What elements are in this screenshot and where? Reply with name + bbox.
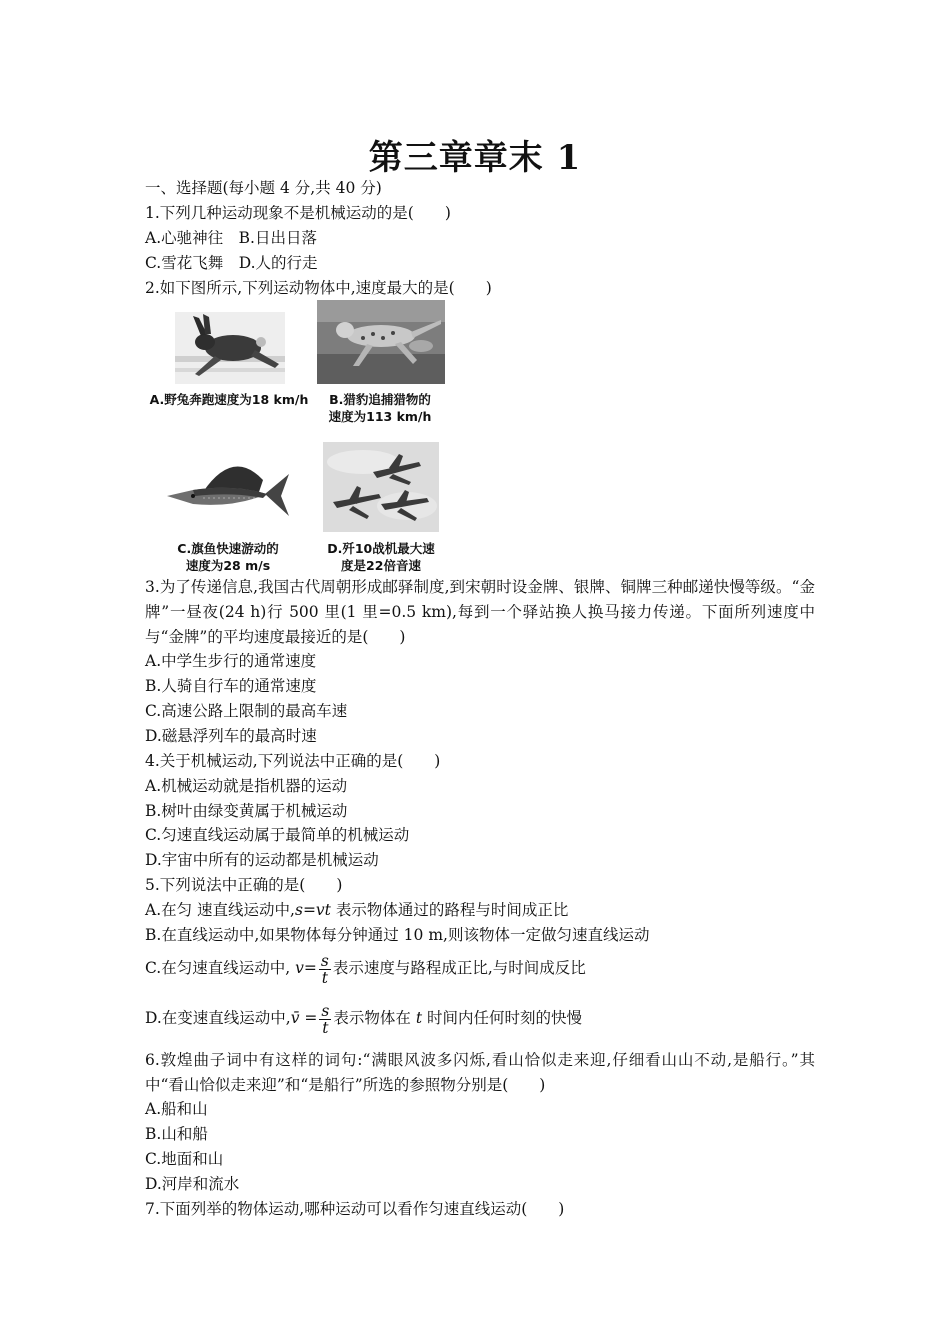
q5-d-suffix: 时间内任何时刻的快慢: [422, 1009, 582, 1027]
q4-option-d: D.宇宙中所有的运动都是机械运动: [145, 851, 379, 869]
q5-stem: 5.下列说法中正确的是( ): [145, 876, 343, 894]
q5-d-middle: 表示物体在: [333, 1009, 416, 1027]
q4-option-b: B.树叶由绿变黄属于机械运动: [145, 802, 348, 820]
q5-d-var: v̄ =: [290, 1009, 318, 1027]
caption-cheetah-line1: B.猎豹追捕猎物的: [329, 392, 431, 407]
cheetah-image: [317, 300, 445, 384]
q6-stem: 6.敦煌曲子词中有这样的词句:“满眼风波多闪烁,看山恰似走来迎,仔细看山山不动,是船行。”其中“看山恰似走来迎”和“是船行”所选的参照物分别是( ): [145, 1051, 815, 1094]
q5-c-suffix: 表示速度与路程成正比,与时间成反比: [332, 959, 586, 977]
q3-option-b: B.人骑自行车的通常速度: [145, 677, 317, 695]
q6-option-c: C.地面和山: [145, 1150, 224, 1168]
q5-d-numerator: s: [321, 1001, 330, 1020]
q5-c-fraction: [319, 953, 331, 986]
q6-option-a: A.船和山: [145, 1100, 208, 1118]
q5-option-b: B.在直线运动中,如果物体每分钟通过 10 m,则该物体一定做匀速直线运动: [145, 926, 650, 944]
q3-option-a: A.中学生步行的通常速度: [145, 652, 317, 670]
caption-rabbit: A.野兔奔跑速度为18 km/h: [149, 392, 309, 407]
fighter-jets-image: [323, 442, 439, 532]
q2-stem: 2.如下图所示,下列运动物体中,速度最大的是( ): [145, 279, 492, 297]
q4-option-c: C.匀速直线运动属于最简单的机械运动: [145, 826, 410, 844]
q5-option-c: [145, 950, 815, 986]
q5-c-prefix: C.在匀速直线运动中,: [145, 959, 296, 977]
q6-option-b: B.山和船: [145, 1125, 208, 1143]
caption-cheetah-line2: 速度为113 km/h: [328, 409, 432, 424]
q1-options-row1: A.心驰神往 B.日出日落: [145, 229, 317, 247]
q5-d-time: t: [415, 1009, 423, 1027]
q5-c-numerator: s: [320, 951, 329, 970]
q4-stem: 4.关于机械运动,下列说法中正确的是( ): [145, 752, 441, 770]
q5-c-denominator: t: [321, 968, 328, 987]
q1-options-row2: C.雪花飞舞 D.人的行走: [145, 254, 318, 272]
q3-stem: 3.为了传递信息,我国古代周朝形成邮驿制度,到宋朝时设金牌、银牌、铜牌三种邮递快慢等级。“金牌”一昼夜(24 h)行 500 里(1 里=0.5 km),每到一个驿站换人换马接力传递。下面所列速度中与“金牌”的平均速度最接近的是( ): [145, 578, 815, 646]
sailfish-image: [163, 450, 293, 528]
caption-jet-line1: D.歼10战机最大速: [327, 541, 435, 556]
q1-stem: 1.下列几种运动现象不是机械运动的是( ): [145, 204, 451, 222]
q7-stem: 7.下面列举的物体运动,哪种运动可以看作匀速直线运动( ): [145, 1200, 565, 1218]
q3-option-d: D.磁悬浮列车的最高时速: [145, 727, 317, 745]
q3-option-c: C.高速公路上限制的最高车速: [145, 702, 348, 720]
q5-option-d: [145, 1000, 815, 1036]
q4-option-a: A.机械运动就是指机器的运动: [145, 777, 348, 795]
caption-sailfish-line1: C.旗鱼快速游动的: [177, 541, 279, 556]
q5-d-prefix: D.在变速直线运动中,: [145, 1009, 291, 1027]
q5-a-formula: s=vt: [294, 901, 331, 919]
q5-d-denominator: t: [322, 1018, 329, 1037]
section-heading: 一、选择题(每小题 4 分,共 40 分): [145, 179, 382, 197]
q5-option-a: [145, 900, 815, 920]
rabbit-image: [175, 312, 285, 384]
q5-a-suffix: 表示物体通过的路程与时间成正比: [330, 901, 569, 919]
q5-a-prefix: A.在匀 速直线运动中,: [145, 901, 295, 919]
q5-c-var: v=: [295, 959, 317, 977]
caption-jet-line2: 度是22倍音速: [341, 558, 421, 573]
q6-option-d: D.河岸和流水: [145, 1175, 240, 1193]
caption-sailfish-line2: 速度为28 m/s: [185, 558, 271, 573]
page-title: 第三章章末 1: [368, 138, 582, 178]
q5-d-fraction: [319, 1003, 331, 1036]
